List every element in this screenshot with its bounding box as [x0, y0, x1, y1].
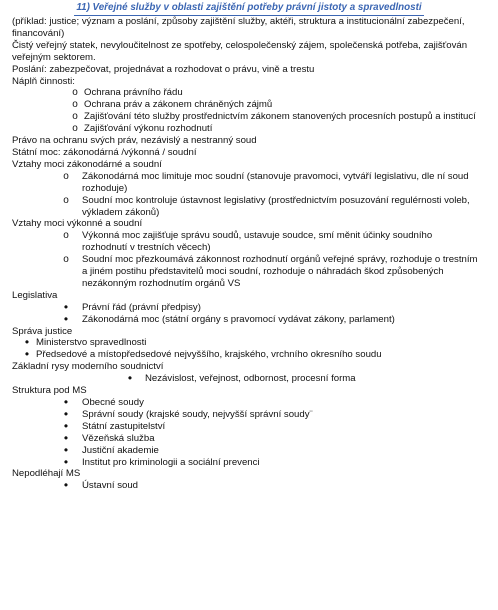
list-item: • Zákonodárná moc (státní orgány s pravomocí vydávat zákony, parlament): [61, 314, 498, 326]
list-item: • Právní řád (právní předpisy): [61, 302, 498, 314]
circle-bullet-icon: o: [72, 111, 78, 123]
list-item: • Institut pro kriminologii a sociální prevenci: [61, 457, 498, 469]
justice-admin-heading: Správa justice: [12, 325, 73, 337]
bullet-icon: •: [127, 371, 133, 386]
definition-text: Čistý veřejný statek, nevyloučitelnost ze spotřeby, celospolečenský zájem, společenská potřeba, zajišťován veřejným sektorem.: [12, 39, 468, 63]
list-item: • Vězeňská služba: [61, 433, 498, 445]
list-item: • Předsedové a místopředsedové nejvyššího, krajského, vrchního okresního soudu: [22, 349, 498, 361]
independent-heading: Nepodléhají MS: [12, 468, 81, 480]
bullet-icon: •: [63, 442, 69, 457]
circle-bullet-icon: o: [72, 99, 78, 111]
list-item: • Obecné soudy: [61, 397, 498, 409]
legislation-heading: Legislativa: [12, 289, 58, 301]
legislative-heading: Vztahy moci zákonodárné a soudní: [12, 158, 162, 170]
content-heading: Náplň činnosti:: [12, 75, 75, 87]
document-title: 11) Veřejné služby v oblasti zajištění potřeby právní jistoty a spravedlnosti: [74, 2, 423, 16]
list-item: o Ochrana právního řádu: [70, 87, 498, 99]
intro-text: (příklad: justice; význam a poslání, způsoby zajištění služby, aktéři, struktura a institucionální zabezpečení, financování): [12, 16, 465, 39]
mission-text: Poslání: zabezpečovat, projednávat a rozhodovat o právu, vině a trestu: [12, 63, 315, 75]
list-item: o Zajišťování této služby prostřednictvím zákonem stanovených procesních postupů a institucí: [70, 111, 498, 123]
bullet-icon: •: [63, 430, 69, 445]
list-item: • Ústavní soud: [61, 480, 498, 492]
circle-bullet-icon: o: [63, 170, 69, 182]
list-item: o Soudní moc přezkoumává zákonnost rozhodnutí orgánů veřejné správy, rozhoduje o trestním a jiném postihu představitelů moci soudní, rozhoduje o náhradách škod způsobených nezákonným rozhodnutím orgánů VS: [61, 254, 498, 290]
title-block: [0, 0, 498, 16]
list-item: • Ministerstvo spravedlnosti: [22, 337, 498, 349]
bullet-icon: •: [63, 454, 69, 469]
right-line-text: Právo na ochranu svých práv, nezávislý a nestranný soud: [12, 135, 257, 147]
bullet-icon: •: [24, 335, 30, 350]
list-item: o Zákonodárná moc limituje moc soudní (stanovuje pravomoci, vytváří legislativu, dle ní soud rozhoduje): [61, 171, 498, 195]
circle-bullet-icon: o: [72, 123, 78, 135]
list-item: o Ochrana práv a zákonem chráněných zájmů: [70, 99, 498, 111]
circle-bullet-icon: o: [63, 230, 69, 242]
list-item: o Soudní moc kontroluje ústavnost legislativy (prostřednictvím posuzování regulérnosti voleb, výkladem zákonů): [61, 195, 498, 219]
bullet-icon: •: [63, 418, 69, 433]
bullet-icon: •: [24, 347, 30, 362]
bullet-icon: •: [63, 395, 69, 409]
bullet-icon: •: [63, 311, 69, 326]
executive-heading: Vztahy moci výkonné a soudní: [12, 218, 143, 230]
list-item: • Státní zastupitelství: [61, 421, 498, 433]
ms-structure-heading: Struktura pod MS: [12, 385, 87, 397]
bullet-icon: •: [63, 299, 69, 314]
state-power-text: Státní moc: zákonodárná /výkonná / soudní: [12, 146, 197, 158]
bullet-icon: •: [63, 478, 69, 493]
list-item: • Správní soudy (krajské soudy, nejvyšší správní soudy¨: [61, 409, 498, 421]
list-item: o Zajišťování výkonu rozhodnutí: [70, 123, 498, 135]
list-item: o Výkonná moc zajišťuje správu soudů, ustavuje soudce, smí měnit účinky soudního rozhodnutí v trestních věcech): [61, 230, 498, 254]
circle-bullet-icon: o: [63, 194, 69, 206]
circle-bullet-icon: o: [72, 87, 78, 99]
list-item: • Nezávislost, veřejnost, odbornost, procesní forma: [125, 373, 498, 385]
traits-heading: Základní rysy moderního soudnictví: [12, 361, 164, 373]
bullet-icon: •: [63, 406, 69, 421]
circle-bullet-icon: o: [63, 254, 69, 266]
list-item: • Justiční akademie: [61, 445, 498, 457]
